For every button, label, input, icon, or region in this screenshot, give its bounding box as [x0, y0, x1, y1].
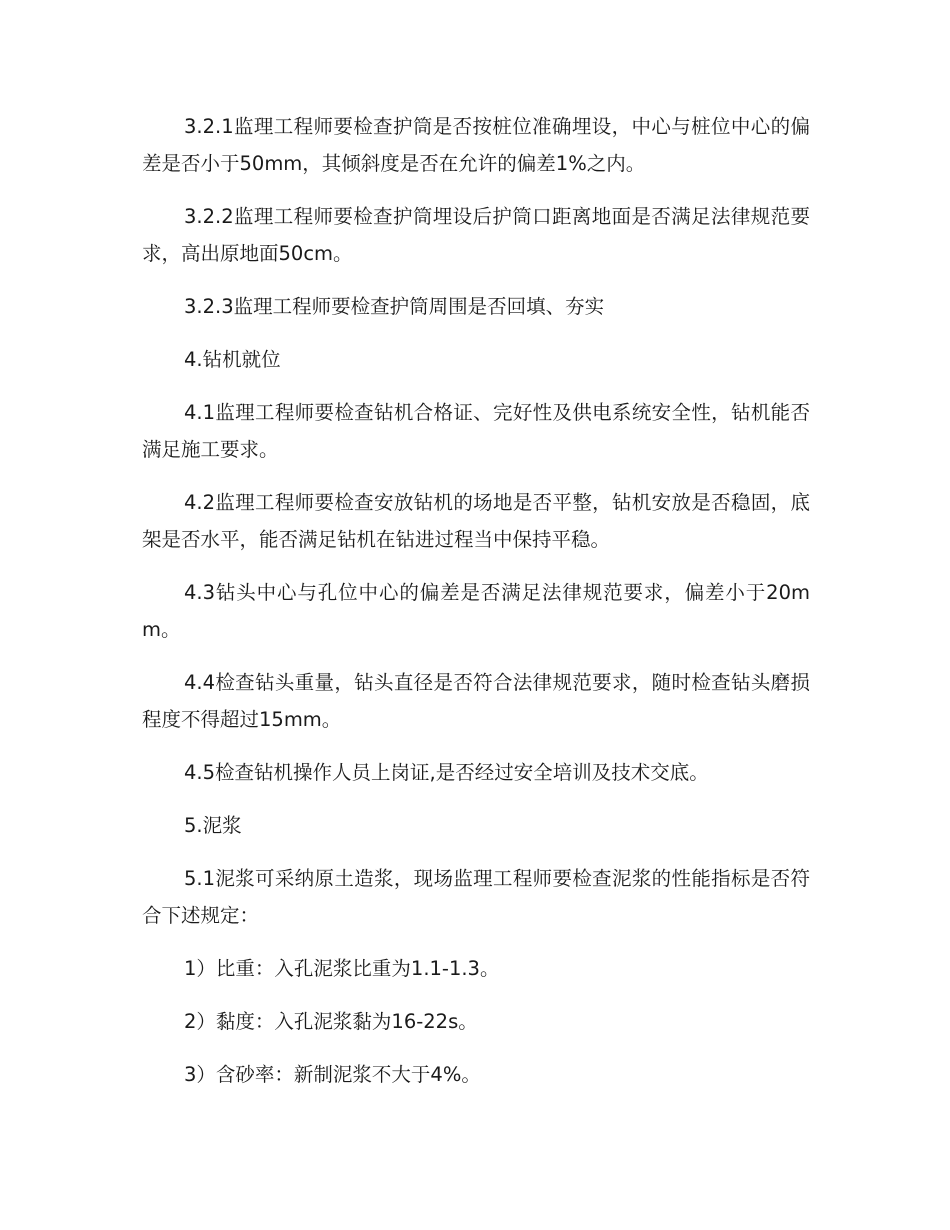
paragraph-3-2-3: 3.2.3监理工程师要检查护筒周围是否回填、夯实 [184, 295, 605, 318]
paragraph-3-2-2: 3.2.2监理工程师要检查护筒埋设后护筒口距离地面是否满足法律规范要求，高出原地面50cm。 [142, 205, 810, 265]
paragraph-3-2-1: 3.2.1监理工程师要检查护筒是否按桩位准确埋设，中心与桩位中心的偏差是否小于50mm，其倾斜度是否在允许的偏差1%之内。 [142, 115, 810, 175]
paragraph-4-3: 4.3钻头中心与孔位中心的偏差是否满足法律规范要求，偏差小于20mm。 [142, 581, 810, 641]
section-heading-5: 5.泥浆 [184, 814, 242, 837]
list-item-specific-gravity: 1）比重：入孔泥浆比重为1.1-1.3。 [184, 957, 500, 980]
paragraph-4-2: 4.2监理工程师要检查安放钻机的场地是否平整，钻机安放是否稳固，底架是否水平，能否满足钻机在钻进过程当中保持平稳。 [142, 491, 810, 551]
paragraph-4-1: 4.1监理工程师要检查钻机合格证、完好性及供电系统安全性，钻机能否满足施工要求。 [142, 401, 810, 461]
section-heading-4: 4.钻机就位 [184, 348, 281, 371]
paragraph-5-1: 5.1泥浆可采纳原土造浆，现场监理工程师要检查泥浆的性能指标是否符合下述规定： [142, 867, 810, 927]
paragraph-4-5: 4.5检查钻机操作人员上岗证,是否经过安全培训及技术交底。 [184, 761, 709, 784]
document-body [142, 108, 810, 1109]
list-item-sand-content: 3）含砂率：新制泥浆不大于4%。 [184, 1063, 481, 1086]
list-item-viscosity: 2）黏度：入孔泥浆黏为16-22s。 [184, 1010, 478, 1033]
paragraph-4-4: 4.4检查钻头重量，钻头直径是否符合法律规范要求，随时检查钻头磨损程度不得超过15mm。 [142, 671, 810, 731]
